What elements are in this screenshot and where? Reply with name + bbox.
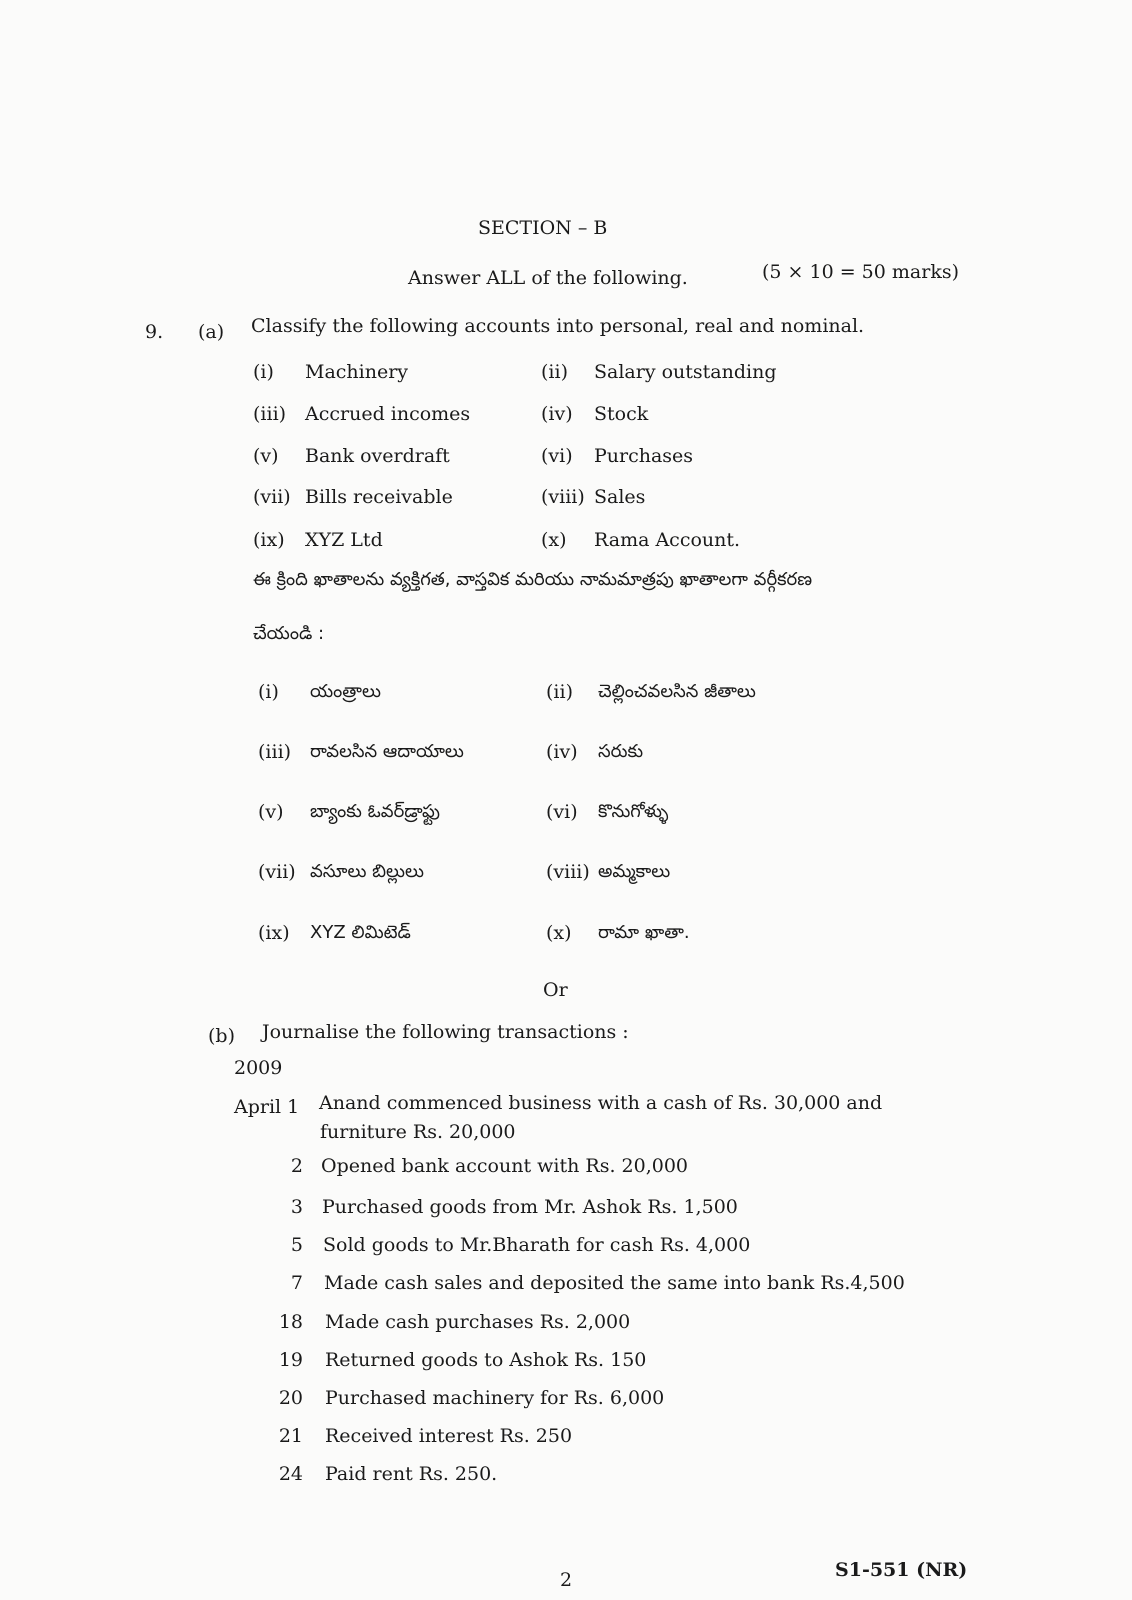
item-number: (vii): [253, 486, 291, 508]
item-number: (ix): [253, 529, 285, 551]
item-number: (v): [253, 445, 279, 467]
question-number: 9.: [145, 321, 164, 343]
transaction-text: Received interest Rs. 250: [325, 1425, 573, 1447]
transaction-day: 24: [278, 1463, 303, 1485]
paper-code: S1-551 (NR): [835, 1559, 968, 1581]
telugu-account-item: బ్యాంకు ఓవర్‌డ్రాఫ్టు: [310, 801, 441, 822]
transaction-text: Opened bank account with Rs. 20,000: [321, 1155, 689, 1177]
transaction-day: 19: [278, 1349, 303, 1371]
transaction-day: 18: [278, 1311, 303, 1333]
transaction-text: Purchased machinery for Rs. 6,000: [325, 1387, 665, 1409]
item-number: (x): [546, 922, 572, 944]
item-number: (iii): [258, 741, 292, 763]
account-item: Stock: [594, 403, 649, 425]
telugu-prompt-line1: ఈ క్రింది ఖాతాలను వ్యక్తిగత, వాస్తవిక మరియు నామమాత్రపు ఖాతాలగా వర్గీకరణ: [253, 569, 813, 590]
marks: (5 × 10 = 50 marks): [762, 261, 959, 283]
account-item: Sales: [594, 486, 646, 508]
item-number: (i): [258, 681, 279, 703]
transaction-day: 20: [278, 1387, 303, 1409]
item-number: (ii): [546, 681, 573, 703]
part-b-prompt: Journalise the following transactions :: [262, 1021, 629, 1043]
transaction-text: Sold goods to Mr.Bharath for cash Rs. 4,000: [323, 1234, 751, 1256]
account-item: Purchases: [594, 445, 694, 467]
telugu-account-item: రావలసిన ఆదాయాలు: [310, 741, 464, 762]
item-number: (x): [541, 529, 567, 551]
transaction-text: Returned goods to Ashok Rs. 150: [325, 1349, 647, 1371]
item-number: (iii): [253, 403, 287, 425]
telugu-account-item: రామా ఖాతా.: [598, 922, 690, 943]
telugu-account-item: యంత్రాలు: [310, 681, 381, 702]
transaction-day: 21: [278, 1425, 303, 1447]
account-item: Rama Account.: [594, 529, 741, 551]
telugu-account-item: అమ్మకాలు: [598, 861, 671, 882]
telugu-account-item: చెల్లించవలసిన జీతాలు: [598, 681, 756, 702]
page-number: 2: [560, 1569, 573, 1591]
account-item: Machinery: [305, 361, 409, 383]
account-item: Salary outstanding: [594, 361, 777, 383]
telugu-account-item: కొనుగోళ్ళు: [598, 801, 669, 822]
transaction-text: furniture Rs. 20,000: [320, 1121, 516, 1143]
item-number: (viii): [541, 486, 585, 508]
year: 2009: [234, 1057, 283, 1079]
part-b-label: (b): [208, 1025, 235, 1047]
item-number: (i): [253, 361, 274, 383]
or-divider: Or: [543, 979, 568, 1001]
item-number: (iv): [546, 741, 578, 763]
section-title: SECTION – B: [478, 217, 608, 239]
part-a-prompt: Classify the following accounts into personal, real and nominal.: [251, 315, 865, 337]
item-number: (vii): [258, 861, 296, 883]
instruction: Answer ALL of the following.: [408, 267, 688, 289]
account-item: Accrued incomes: [305, 403, 471, 425]
transaction-text: Made cash purchases Rs. 2,000: [325, 1311, 631, 1333]
transaction-day: 3: [290, 1196, 303, 1218]
account-item: XYZ Ltd: [305, 529, 383, 551]
first-date: April 1: [234, 1096, 300, 1118]
item-number: (vi): [546, 801, 578, 823]
telugu-account-item: వసూలు బిల్లులు: [310, 861, 425, 882]
item-number: (v): [258, 801, 284, 823]
transaction-text: Anand commenced business with a cash of Rs. 30,000 and: [319, 1092, 883, 1114]
transaction-text: Paid rent Rs. 250.: [325, 1463, 498, 1485]
transaction-text: Purchased goods from Mr. Ashok Rs. 1,500: [322, 1196, 738, 1218]
transaction-day: 7: [290, 1272, 303, 1294]
item-number: (vi): [541, 445, 573, 467]
item-number: (viii): [546, 861, 590, 883]
item-number: (iv): [541, 403, 573, 425]
telugu-prompt-line2: చేయండి :: [253, 623, 325, 644]
telugu-account-item: XYZ లిమిటెడ్: [310, 922, 411, 943]
transaction-day: 2: [290, 1155, 303, 1177]
item-number: (ix): [258, 922, 290, 944]
item-number: (ii): [541, 361, 568, 383]
part-a-label: (a): [198, 321, 225, 343]
transaction-text: Made cash sales and deposited the same into bank Rs.4,500: [324, 1272, 905, 1294]
account-item: Bills receivable: [305, 486, 453, 508]
telugu-account-item: సరుకు: [598, 741, 644, 762]
transaction-day: 5: [290, 1234, 303, 1256]
account-item: Bank overdraft: [305, 445, 450, 467]
